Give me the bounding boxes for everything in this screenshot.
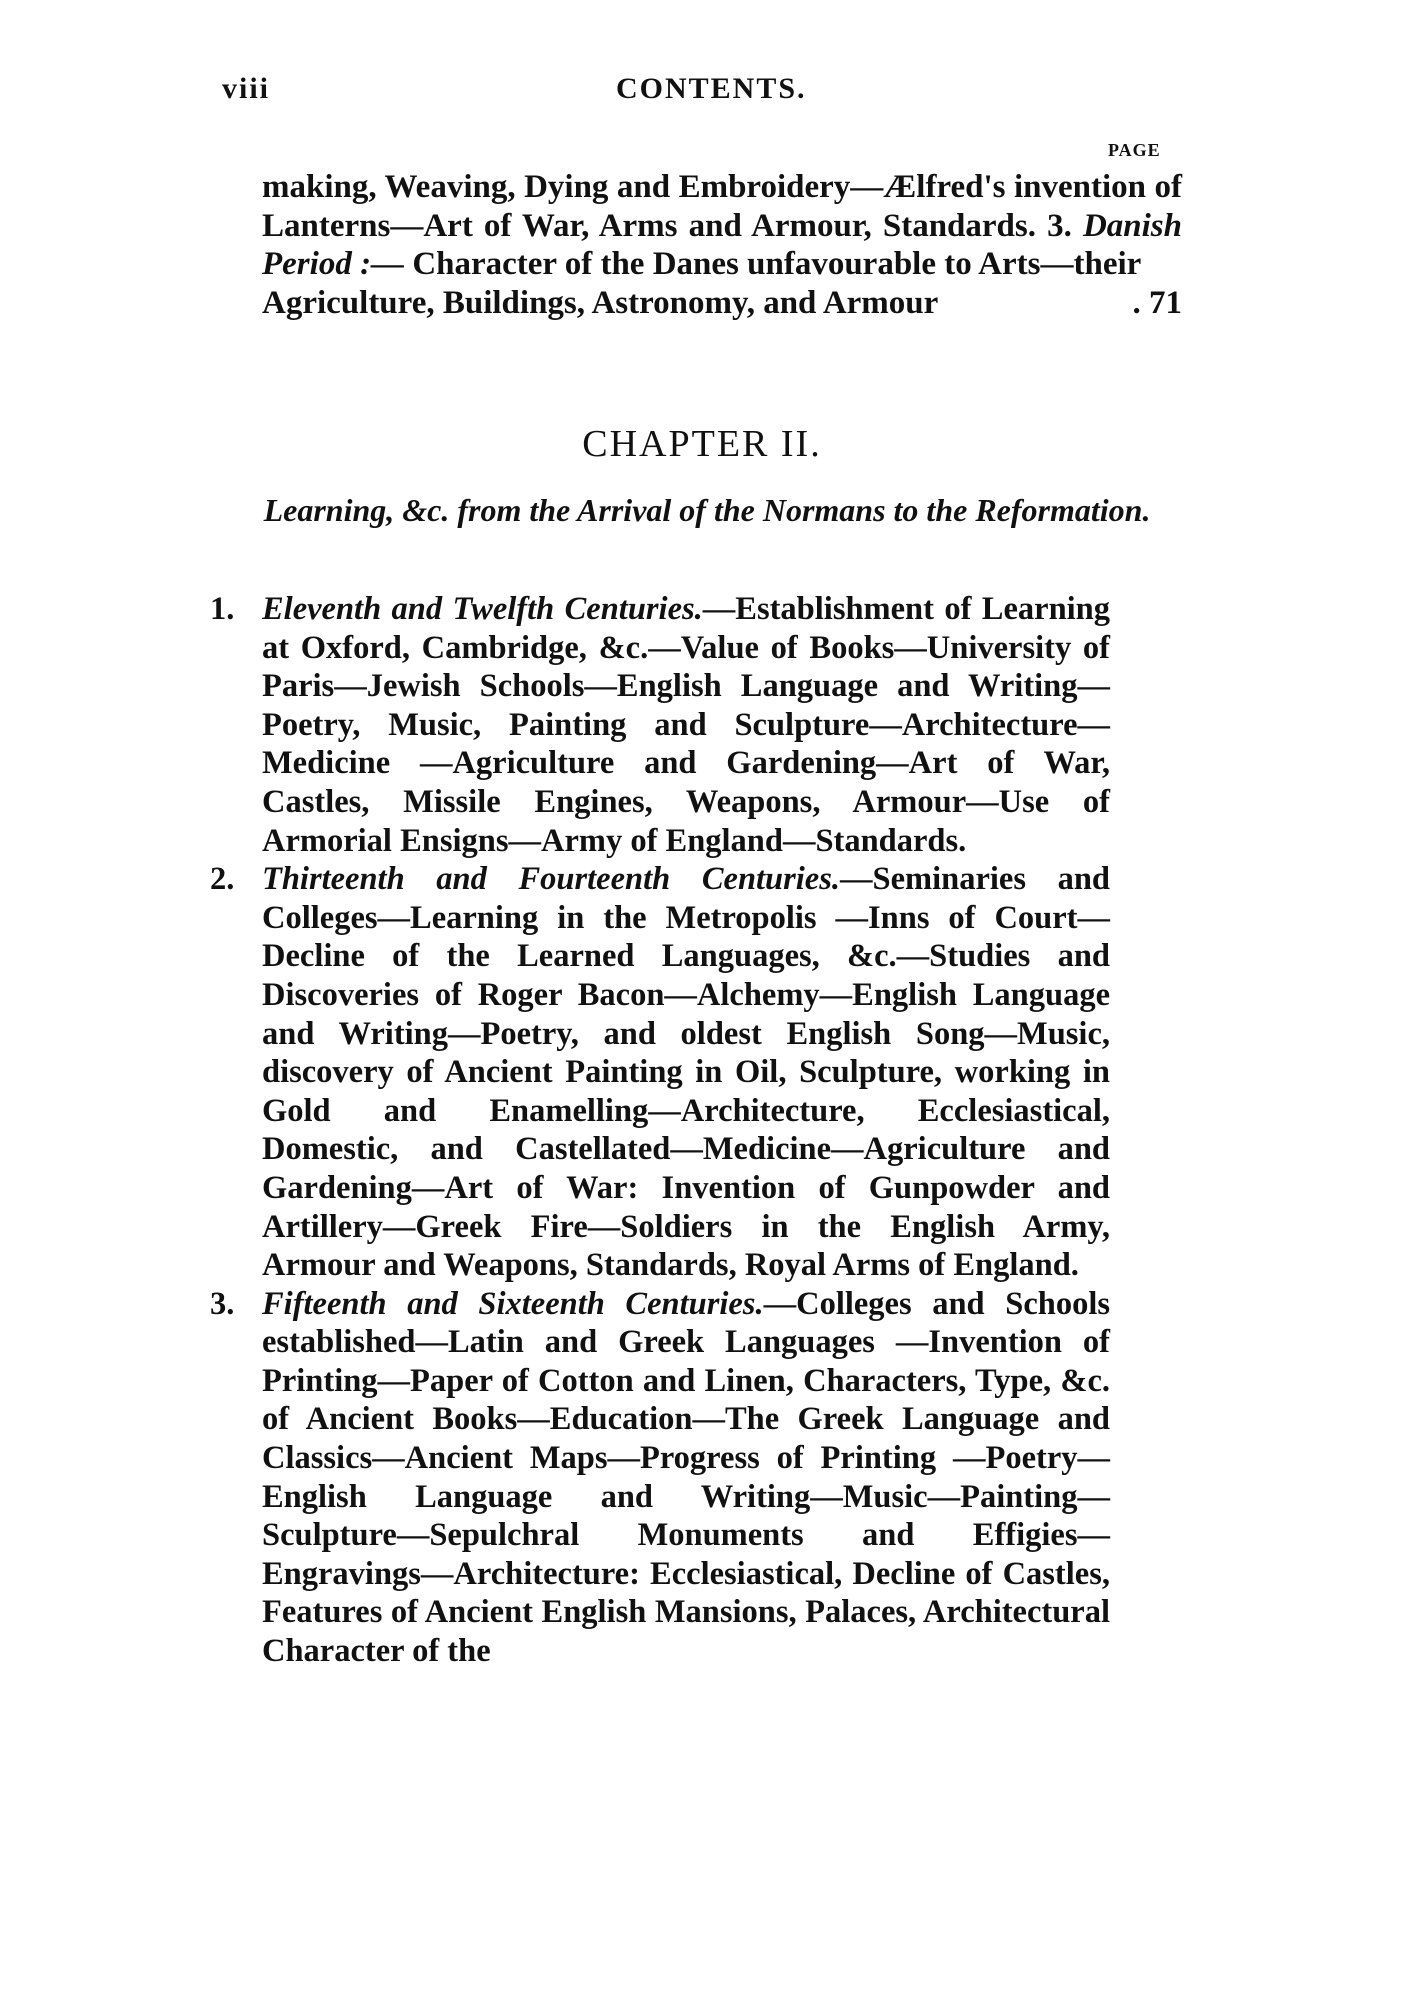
section-heading: Thirteenth and Fourteenth Centuries. xyxy=(262,861,841,898)
page-folio: viii xyxy=(222,72,271,105)
continued-entry-last-line-text: Agriculture, Buildings, Astronomy, and Armour xyxy=(262,284,939,321)
continued-entry xyxy=(262,168,1182,322)
section-entry xyxy=(210,860,1110,1285)
chapter-subtitle: Learning, &c. from the Arrival of the Normans to the Reformation. xyxy=(263,492,1151,528)
section-body: —Seminaries and Colleges—Learning in the Metropolis —Inns of Court—Decline of the Learned Languages, &c.—Studies and Discoveries of Roger Bacon—Alchemy—English Language and Writing—Poetry, and oldest English Song—Music, discovery of Ancient Painting in Oil, Sculpture, working in Gold and Enamelling—Architecture, Ecclesiastical, Domestic, and Castellated—Medicine—Agriculture and Gardening—Art of War: Invention of Gunpowder and Artillery—Greek Fire—Soldiers in the English Army, Armour and Weapons, Standards, Royal Arms of England. xyxy=(262,861,1111,1284)
continued-entry-section-number: 3. xyxy=(1047,207,1072,244)
section-number: 3. xyxy=(210,1285,235,1322)
running-title: CONTENTS. xyxy=(616,72,807,105)
section-number: 2. xyxy=(210,861,235,898)
section-list xyxy=(210,590,1110,1671)
section-heading: Eleventh and Twelfth Centuries. xyxy=(262,591,703,627)
running-head xyxy=(222,72,1222,112)
page-column-label: PAGE xyxy=(1108,140,1161,160)
section-entry xyxy=(210,590,1110,860)
chapter-heading: CHAPTER II. xyxy=(582,423,822,465)
section-number: 1. xyxy=(210,591,235,627)
section-body: —Establishment of Learning at Oxford, Cambridge, &c.—Value of Books—University of Paris—Jewish Schools—English Language and Writing—Poetry, Music, Painting and Sculpture—Architecture—Medicine —Agriculture and Gardening—Art of War, Castles, Missile Engines, Weapons, Armour—Use of Armorial Ensigns—Army of England—Standards. xyxy=(262,591,1110,859)
section-entry xyxy=(210,1285,1110,1671)
continued-entry-last-line xyxy=(262,284,1182,323)
continued-entry-text: making, Weaving, Dying and Embroidery—Ælfred's invention of Lanterns—Art of War, Arms and Armour, Standards. xyxy=(262,169,1182,244)
section-body: —Colleges and Schools established—Latin and Greek Languages —Invention of Printing—Paper of Cotton and Linen, Characters, Type, &c. of Ancient Books—Education—The Greek Language and Classics—Ancient Maps—Progress of Printing —Poetry—English Language and Writing—Music—Painting—Sculpture—Sepulchral Monuments and Effigies—Engravings—Architecture: Ecclesiastical, Decline of Castles, Features of Ancient English Mansions, Palaces, Architectural Character of the xyxy=(262,1285,1111,1670)
section-heading: Fifteenth and Sixteenth Centuries. xyxy=(262,1285,764,1322)
continued-entry-body: Character of the Danes unfavourable to Arts—their xyxy=(412,246,1142,282)
continued-entry-page-number: . 71 xyxy=(1132,284,1182,321)
continued-entry-section-heading: Danish Period :— xyxy=(262,207,1182,282)
